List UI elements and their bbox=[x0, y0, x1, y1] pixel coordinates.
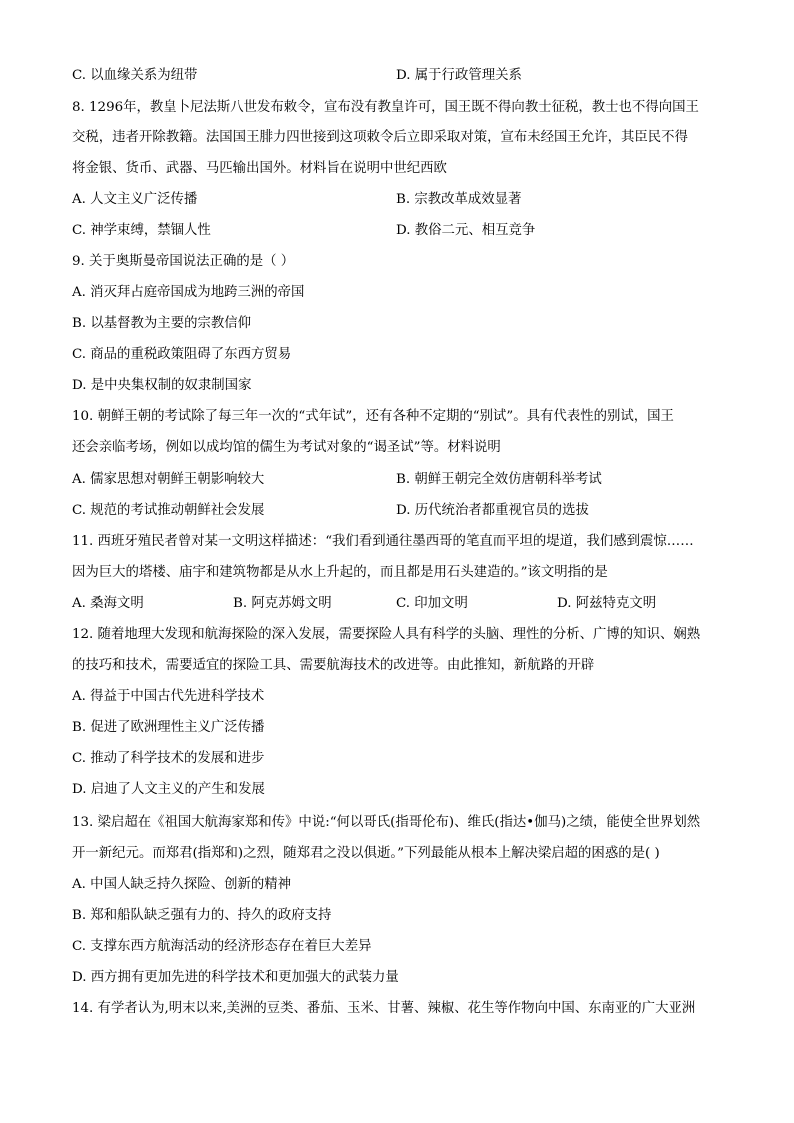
q11-option-c: C. 印加文明 bbox=[396, 596, 468, 611]
q14-stem-line-1: 14. 有学者认为,明末以来,美洲的豆类、番茄、玉米、甘薯、辣椒、花生等作物向中国、东南亚的广大亚洲 bbox=[72, 1001, 696, 1016]
q8-option-d: D. 教俗二元、相互竞争 bbox=[396, 223, 536, 238]
q9-option-d: D. 是中央集权制的奴隶制国家 bbox=[72, 378, 252, 393]
q9-stem: 9. 关于奥斯曼帝国说法正确的是（ ） bbox=[72, 254, 295, 269]
q13-stem-line-1: 13. 梁启超在《祖国大航海家郑和传》中说:“何以哥氏(指哥伦布)、维氏(指达•伽马)之绩，能使全世界划然 bbox=[72, 815, 701, 830]
q8-option-b: B. 宗教改革成效显著 bbox=[396, 192, 522, 207]
q8-option-a: A. 人文主义广泛传播 bbox=[72, 192, 198, 207]
q12-stem-line-2: 的技巧和技术，需要适宜的探险工具、需要航海技术的改进等。由此推知，新航路的开辟 bbox=[72, 658, 595, 673]
q8-stem-line-1: 8. 1296年，教皇卜尼法斯八世发布敕令，宣布没有教皇许可，国王既不得向教士征税，教士也不得向国王 bbox=[72, 100, 699, 115]
q11-option-b: B. 阿克苏姆文明 bbox=[233, 596, 332, 611]
q7-option-d: D. 属于行政管理关系 bbox=[396, 68, 522, 83]
q8-option-c: C. 神学束缚，禁锢人性 bbox=[72, 223, 211, 238]
q10-stem-line-2: 还会亲临考场，例如以成均馆的儒生为考试对象的“谒圣试”等。材料说明 bbox=[72, 440, 501, 455]
q8-stem-line-3: 将金银、货币、武器、马匹输出国外。材料旨在说明中世纪西欧 bbox=[72, 161, 447, 176]
q11-stem-line-1: 11. 西班牙殖民者曾对某一文明这样描述：“我们看到通往墨西哥的笔直而平坦的堤道，我们感到震惊…… bbox=[72, 534, 694, 549]
q10-option-b: B. 朝鲜王朝完全效仿唐朝科举考试 bbox=[396, 472, 602, 487]
q13-option-a: A. 中国人缺乏持久探险、创新的精神 bbox=[72, 877, 292, 892]
q10-option-c: C. 规范的考试推动朝鲜社会发展 bbox=[72, 503, 265, 518]
q11-stem-line-2: 因为巨大的塔楼、庙宇和建筑物都是从水上升起的，而且都是用石头建造的。”该文明指的是 bbox=[72, 565, 608, 580]
q7-option-c: C. 以血缘关系为纽带 bbox=[72, 68, 198, 83]
q12-option-c: C. 推动了科学技术的发展和进步 bbox=[72, 751, 265, 766]
q10-stem-line-1: 10. 朝鲜王朝的考试除了每三年一次的“式年试”，还有各种不定期的“别试”。具有代表性的别试，国王 bbox=[72, 409, 674, 424]
q10-option-d: D. 历代统治者都重视官员的选拔 bbox=[396, 503, 589, 518]
q13-option-d: D. 西方拥有更加先进的科学技术和更加强大的武装力量 bbox=[72, 970, 399, 985]
q13-option-c: C. 支撑东西方航海活动的经济形态存在着巨大差异 bbox=[72, 939, 372, 954]
q13-option-b: B. 郑和船队缺乏强有力的、持久的政府支持 bbox=[72, 908, 332, 923]
q8-stem-line-2: 交税，违者开除教籍。法国国王腓力四世接到这项敕令后立即采取对策，宣布未经国王允许，其臣民不得 bbox=[72, 130, 688, 145]
q10-option-a: A. 儒家思想对朝鲜王朝影响较大 bbox=[72, 472, 265, 487]
q13-stem-line-2: 开一新纪元。而郑君(指郑和)之烈，随郑君之没以俱逝。”下列最能从根本上解决梁启超的困惑的是( ) bbox=[72, 846, 660, 861]
q12-stem-line-1: 12. 随着地理大发现和航海探险的深入发展，需要探险人具有科学的头脑、理性的分析、广博的知识、娴熟 bbox=[72, 627, 701, 642]
q9-option-b: B. 以基督教为主要的宗教信仰 bbox=[72, 316, 252, 331]
q9-option-c: C. 商品的重税政策阻碍了东西方贸易 bbox=[72, 347, 292, 362]
q12-option-b: B. 促进了欧洲理性主义广泛传播 bbox=[72, 720, 265, 735]
q12-option-d: D. 启迪了人文主义的产生和发展 bbox=[72, 782, 265, 797]
q9-option-a: A. 消灭拜占庭帝国成为地跨三洲的帝国 bbox=[72, 285, 305, 300]
q11-option-d: D. 阿兹特克文明 bbox=[557, 596, 657, 611]
q11-option-a: A. 桑海文明 bbox=[72, 596, 144, 611]
q12-option-a: A. 得益于中国古代先进科学技术 bbox=[72, 689, 265, 704]
